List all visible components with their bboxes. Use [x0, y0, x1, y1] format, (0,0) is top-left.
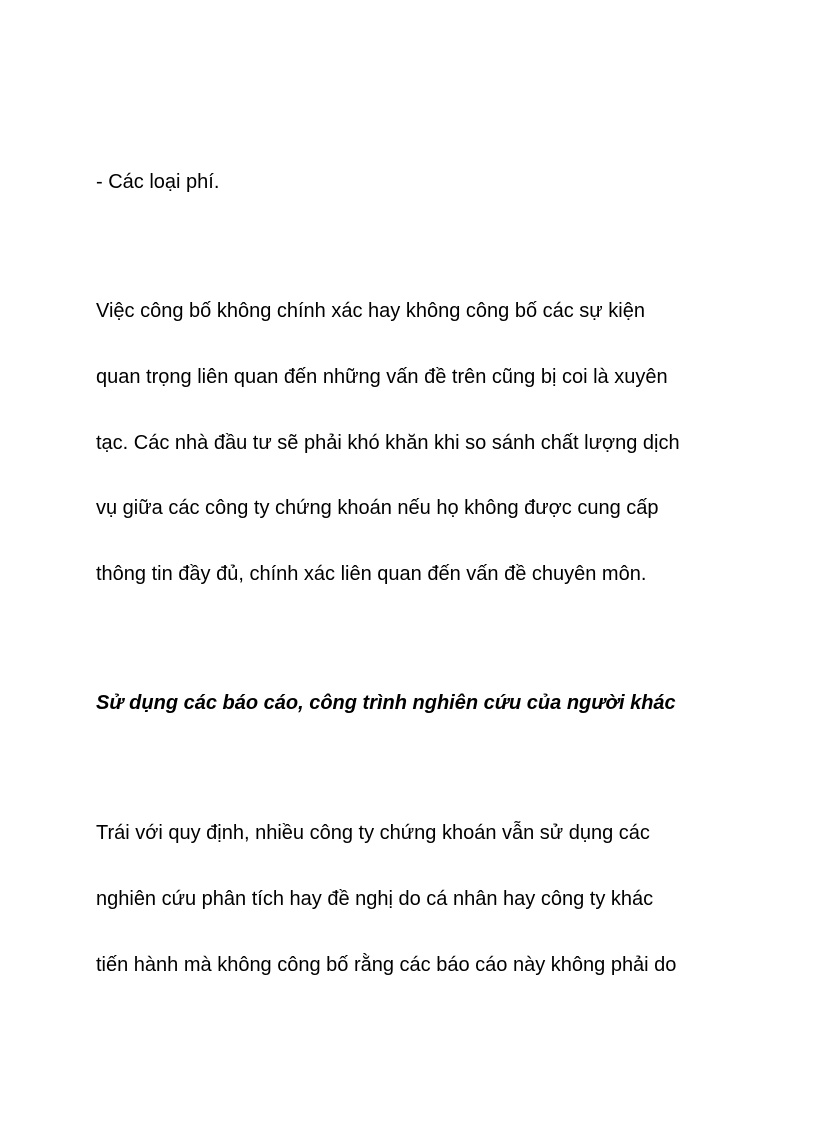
paragraph-line: tiến hành mà không công bố rằng các báo cáo này không phải do: [96, 954, 677, 976]
paragraph-line: Trái với quy định, nhiều công ty chứng khoán vẫn sử dụng các: [96, 822, 650, 844]
list-item-fees: - Các loại phí.: [96, 171, 220, 193]
paragraph-line: tạc. Các nhà đầu tư sẽ phải khó khăn khi so sánh chất lượng dịch: [96, 432, 680, 454]
paragraph-line: quan trọng liên quan đến những vấn đề trên cũng bị coi là xuyên: [96, 366, 668, 388]
paragraph-line: nghiên cứu phân tích hay đề nghị do cá nhân hay công ty khác: [96, 888, 654, 910]
paragraph-line: vụ giữa các công ty chứng khoán nếu họ không được cung cấp: [96, 497, 659, 519]
paragraph-line: Việc công bố không chính xác hay không công bố các sự kiện: [96, 300, 645, 322]
paragraph-line: thông tin đầy đủ, chính xác liên quan đến vấn đề chuyên môn.: [96, 563, 647, 585]
section-heading: Sử dụng các báo cáo, công trình nghiên cứu của người khác: [96, 692, 676, 714]
